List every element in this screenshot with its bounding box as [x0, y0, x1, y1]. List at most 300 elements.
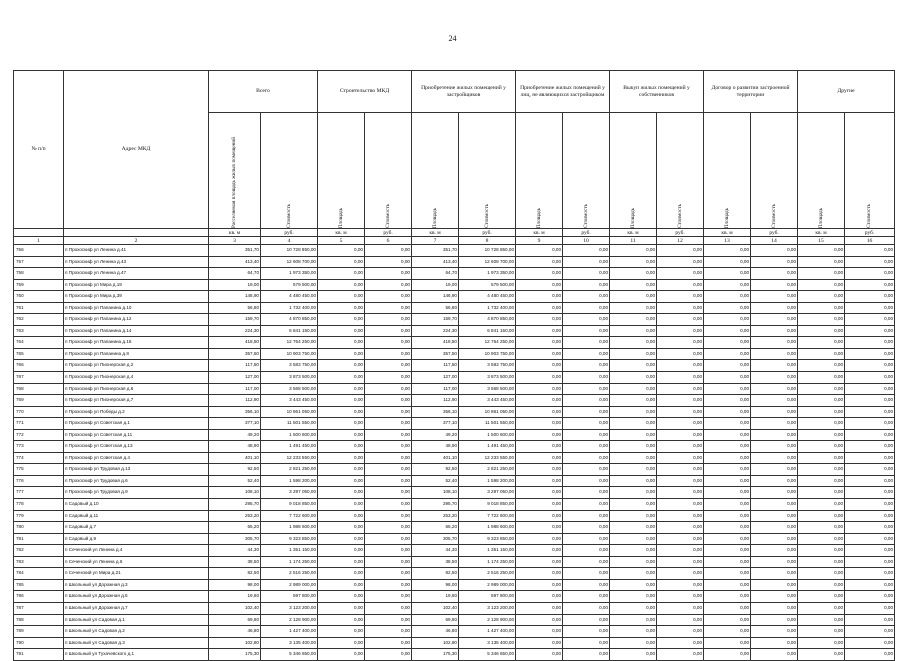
value-cell: 0,00 — [845, 302, 895, 314]
value-cell: 0,00 — [563, 522, 610, 534]
column-number: 14 — [751, 237, 798, 245]
header-group-territory-agreement: Договор о развитии застроенной территории — [704, 71, 798, 113]
value-cell: 401,10 — [412, 452, 459, 464]
value-cell: 0,00 — [704, 245, 751, 257]
value-cell: 0,00 — [798, 325, 845, 337]
unit-area: кв. м — [704, 229, 751, 237]
table-row — [14, 429, 895, 441]
address-cell: п Прохоскиф ул Папанина д.12 — [64, 314, 209, 326]
value-cell: 0,00 — [365, 429, 412, 441]
value-cell: 0,00 — [318, 337, 365, 349]
value-cell: 0,00 — [318, 325, 365, 337]
value-cell: 0,00 — [365, 441, 412, 453]
value-cell: 0,00 — [798, 533, 845, 545]
address-cell: п Сеченский ул Ленина д.6 — [64, 556, 209, 568]
value-cell: 0,00 — [657, 452, 704, 464]
row-number: 771 — [14, 418, 64, 430]
value-cell: 0,00 — [516, 245, 563, 257]
value-cell: 0,00 — [563, 418, 610, 430]
value-cell: 0,00 — [751, 499, 798, 511]
value-cell: 0,00 — [318, 510, 365, 522]
subheader-resettled-area: Расселяемая площадь жилых помещений — [209, 113, 261, 229]
value-cell: 0,00 — [704, 522, 751, 534]
value-cell: 0,00 — [365, 499, 412, 511]
row-number: 773 — [14, 441, 64, 453]
value-cell: 357,50 — [209, 348, 261, 360]
column-number: 15 — [798, 237, 845, 245]
value-cell: 1 988 600,00 — [459, 522, 516, 534]
value-cell: 0,00 — [704, 268, 751, 280]
address-cell: п Прохоскиф ул Папанина д.16 — [64, 337, 209, 349]
address-cell: п Школьный ул Садовая д.2 — [64, 626, 209, 638]
value-cell: 0,00 — [610, 314, 657, 326]
value-cell: 0,00 — [318, 383, 365, 395]
table-row — [14, 302, 895, 314]
value-cell: 10 861 050,00 — [459, 406, 516, 418]
value-cell: 253,20 — [209, 510, 261, 522]
table-row — [14, 568, 895, 580]
value-cell: 0,00 — [610, 348, 657, 360]
row-number: 756 — [14, 245, 64, 257]
value-cell: 0,00 — [365, 337, 412, 349]
value-cell: 64,70 — [209, 268, 261, 280]
row-number: 758 — [14, 268, 64, 280]
value-cell: 305,70 — [209, 533, 261, 545]
value-cell: 0,00 — [318, 360, 365, 372]
value-cell: 377,10 — [209, 418, 261, 430]
value-cell: 0,00 — [845, 245, 895, 257]
value-cell: 0,00 — [516, 637, 563, 649]
value-cell: 356,10 — [209, 406, 261, 418]
row-number: 764 — [14, 337, 64, 349]
value-cell: 12 608 700,00 — [459, 256, 516, 268]
value-cell: 0,00 — [516, 487, 563, 499]
value-cell: 0,00 — [365, 395, 412, 407]
value-cell: 0,00 — [516, 441, 563, 453]
value-cell: 0,00 — [751, 441, 798, 453]
value-cell: 0,00 — [751, 372, 798, 384]
address-cell: п Школьный ул Дорожная д.3 — [64, 579, 209, 591]
value-cell: 0,00 — [704, 464, 751, 476]
value-cell: 224,30 — [412, 325, 459, 337]
value-cell: 0,00 — [365, 372, 412, 384]
value-cell: 0,00 — [751, 475, 798, 487]
row-number: 775 — [14, 464, 64, 476]
value-cell: 44,30 — [412, 545, 459, 557]
subheader-cost: Стоимость — [365, 113, 412, 229]
address-cell: п Садовый д.7 — [64, 522, 209, 534]
table-row — [14, 545, 895, 557]
value-cell: 146,90 — [412, 291, 459, 303]
value-cell: 0,00 — [704, 591, 751, 603]
value-cell: 12 764 250,00 — [459, 337, 516, 349]
value-cell: 0,00 — [751, 545, 798, 557]
value-cell: 0,00 — [657, 637, 704, 649]
value-cell: 0,00 — [610, 245, 657, 257]
table-row — [14, 591, 895, 603]
value-cell: 0,00 — [318, 626, 365, 638]
value-cell: 0,00 — [657, 429, 704, 441]
value-cell: 0,00 — [704, 348, 751, 360]
value-cell: 0,00 — [516, 499, 563, 511]
address-cell: п Прохоскиф ул Папанина д.8 — [64, 348, 209, 360]
address-cell: п Садовый д.10 — [64, 499, 209, 511]
value-cell: 0,00 — [610, 464, 657, 476]
value-cell: 0,00 — [798, 302, 845, 314]
value-cell: 0,00 — [751, 626, 798, 638]
value-cell: 0,00 — [704, 429, 751, 441]
unit-cost: руб. — [845, 229, 895, 237]
value-cell: 0,00 — [704, 256, 751, 268]
value-cell: 0,00 — [704, 533, 751, 545]
value-cell: 0,00 — [657, 487, 704, 499]
value-cell: 0,00 — [563, 510, 610, 522]
value-cell: 0,00 — [563, 441, 610, 453]
value-cell: 0,00 — [365, 452, 412, 464]
value-cell: 0,00 — [657, 602, 704, 614]
value-cell: 0,00 — [610, 487, 657, 499]
value-cell: 0,00 — [516, 556, 563, 568]
value-cell: 0,00 — [657, 348, 704, 360]
value-cell: 0,00 — [845, 360, 895, 372]
value-cell: 0,00 — [516, 464, 563, 476]
value-cell: 6 841 150,00 — [261, 325, 318, 337]
value-cell: 0,00 — [318, 441, 365, 453]
value-cell: 0,00 — [798, 406, 845, 418]
value-cell: 3 873 500,00 — [261, 372, 318, 384]
value-cell: 0,00 — [365, 475, 412, 487]
value-cell: 0,00 — [365, 602, 412, 614]
value-cell: 0,00 — [657, 533, 704, 545]
table-row — [14, 406, 895, 418]
value-cell: 0,00 — [704, 418, 751, 430]
value-cell: 0,00 — [318, 256, 365, 268]
value-cell: 0,00 — [318, 522, 365, 534]
value-cell: 579 500,00 — [261, 279, 318, 291]
value-cell: 0,00 — [798, 579, 845, 591]
value-cell: 0,00 — [657, 372, 704, 384]
value-cell: 1 500 600,00 — [459, 429, 516, 441]
value-cell: 0,00 — [563, 626, 610, 638]
address-cell: п Школьный ул Дорожная д.5 — [64, 591, 209, 603]
row-number: 759 — [14, 279, 64, 291]
value-cell: 1 973 350,00 — [459, 268, 516, 280]
value-cell: 0,00 — [365, 556, 412, 568]
value-cell: 0,00 — [845, 522, 895, 534]
value-cell: 0,00 — [516, 372, 563, 384]
value-cell: 112,90 — [412, 395, 459, 407]
value-cell: 0,00 — [657, 268, 704, 280]
address-cell: п Прохоскиф ул Папанина д.14 — [64, 325, 209, 337]
value-cell: 0,00 — [516, 533, 563, 545]
row-number: 779 — [14, 510, 64, 522]
value-cell: 2 989 000,00 — [261, 579, 318, 591]
value-cell: 401,10 — [209, 452, 261, 464]
value-cell: 0,00 — [318, 268, 365, 280]
value-cell: 46,80 — [209, 626, 261, 638]
value-cell: 0,00 — [798, 452, 845, 464]
value-cell: 2 516 250,00 — [459, 568, 516, 580]
value-cell: 117,00 — [412, 383, 459, 395]
table-row — [14, 649, 895, 661]
value-cell: 102,40 — [209, 602, 261, 614]
value-cell: 0,00 — [657, 245, 704, 257]
column-number: 13 — [704, 237, 751, 245]
value-cell: 224,30 — [209, 325, 261, 337]
value-cell: 0,00 — [563, 545, 610, 557]
address-cell: п Школьный ул Садовая д.3 — [64, 637, 209, 649]
value-cell: 19,60 — [209, 591, 261, 603]
value-cell: 0,00 — [563, 579, 610, 591]
header-group-total: Всего — [209, 71, 318, 113]
value-cell: 1 598 200,00 — [459, 475, 516, 487]
value-cell: 0,00 — [318, 302, 365, 314]
table-row — [14, 475, 895, 487]
value-cell: 0,00 — [704, 475, 751, 487]
value-cell: 0,00 — [704, 602, 751, 614]
value-cell: 0,00 — [751, 510, 798, 522]
value-cell: 0,00 — [751, 556, 798, 568]
value-cell: 0,00 — [704, 545, 751, 557]
address-cell: п Школьный ул Дорожная д.7 — [64, 602, 209, 614]
value-cell: 597 800,00 — [261, 591, 318, 603]
value-cell: 0,00 — [845, 637, 895, 649]
header-group-other: Другие — [798, 71, 895, 113]
address-cell: п Прохоскиф ул Пионерская д.4 — [64, 372, 209, 384]
unit-cost: руб. — [563, 229, 610, 237]
value-cell: 0,00 — [563, 314, 610, 326]
value-cell: 0,00 — [610, 360, 657, 372]
value-cell: 0,00 — [798, 522, 845, 534]
column-number: 4 — [261, 237, 318, 245]
value-cell: 0,00 — [657, 522, 704, 534]
table-row — [14, 348, 895, 360]
row-number: 790 — [14, 637, 64, 649]
value-cell: 0,00 — [610, 568, 657, 580]
table-row — [14, 418, 895, 430]
value-cell: 4 480 450,00 — [261, 291, 318, 303]
table-row — [14, 279, 895, 291]
value-cell: 0,00 — [365, 614, 412, 626]
value-cell: 0,00 — [365, 510, 412, 522]
value-cell: 0,00 — [563, 360, 610, 372]
value-cell: 5 346 650,00 — [459, 649, 516, 661]
value-cell: 0,00 — [563, 649, 610, 661]
header-group-purchase-developers: Приобретение жилых помещений у застройщиков — [412, 71, 516, 113]
value-cell: 2 128 900,00 — [261, 614, 318, 626]
value-cell: 19,60 — [412, 591, 459, 603]
row-number: 786 — [14, 591, 64, 603]
value-cell: 0,00 — [610, 452, 657, 464]
value-cell: 0,00 — [845, 372, 895, 384]
value-cell: 0,00 — [516, 452, 563, 464]
value-cell: 0,00 — [845, 383, 895, 395]
unit-cell — [14, 229, 64, 237]
value-cell: 0,00 — [657, 464, 704, 476]
value-cell: 0,00 — [318, 291, 365, 303]
value-cell: 0,00 — [845, 499, 895, 511]
row-number: 767 — [14, 372, 64, 384]
value-cell: 64,70 — [412, 268, 459, 280]
address-cell: п Прохоскиф ул Трудовая д.6 — [64, 475, 209, 487]
column-number: 1 — [14, 237, 64, 245]
value-cell: 0,00 — [845, 591, 895, 603]
value-cell: 9 323 850,00 — [261, 533, 318, 545]
value-cell: 0,00 — [563, 256, 610, 268]
value-cell: 0,00 — [365, 626, 412, 638]
value-cell: 1 973 350,00 — [261, 268, 318, 280]
value-cell: 3 297 050,00 — [459, 487, 516, 499]
column-number: 8 — [459, 237, 516, 245]
value-cell: 11 501 550,00 — [261, 418, 318, 430]
header-group-purchase-non-developers: Приобретение жилых помещений у лиц, не являющихся застройщиком — [516, 71, 610, 113]
value-cell: 0,00 — [610, 510, 657, 522]
value-cell: 0,00 — [798, 545, 845, 557]
value-cell: 0,00 — [704, 649, 751, 661]
value-cell: 0,00 — [704, 626, 751, 638]
value-cell: 19,00 — [209, 279, 261, 291]
value-cell: 0,00 — [798, 291, 845, 303]
value-cell: 9 323 850,00 — [459, 533, 516, 545]
value-cell: 0,00 — [516, 591, 563, 603]
value-cell: 0,00 — [704, 314, 751, 326]
value-cell: 0,00 — [798, 360, 845, 372]
value-cell: 0,00 — [365, 256, 412, 268]
value-cell: 44,30 — [209, 545, 261, 557]
address-cell: п Школьный ул Садовая д.1 — [64, 614, 209, 626]
value-cell: 0,00 — [704, 614, 751, 626]
value-cell: 0,00 — [563, 556, 610, 568]
value-cell: 0,00 — [657, 499, 704, 511]
value-cell: 579 500,00 — [459, 279, 516, 291]
value-cell: 0,00 — [657, 591, 704, 603]
value-cell: 0,00 — [610, 637, 657, 649]
value-cell: 0,00 — [798, 372, 845, 384]
header-address: Адрес МКД — [64, 71, 209, 229]
value-cell: 305,70 — [412, 533, 459, 545]
row-number: 765 — [14, 348, 64, 360]
value-cell: 0,00 — [704, 395, 751, 407]
value-cell: 0,00 — [798, 626, 845, 638]
header-group-construction: Строительство МКД — [318, 71, 412, 113]
address-cell: п Сеченский ул Мира д.21 — [64, 568, 209, 580]
address-cell: п Садовый д.11 — [64, 510, 209, 522]
value-cell: 0,00 — [845, 268, 895, 280]
value-cell: 10 861 050,00 — [261, 406, 318, 418]
subheader-cost: Стоимость — [563, 113, 610, 229]
value-cell: 49,20 — [209, 429, 261, 441]
value-cell: 0,00 — [365, 464, 412, 476]
value-cell: 0,00 — [516, 568, 563, 580]
row-number: 787 — [14, 602, 64, 614]
value-cell: 0,00 — [657, 383, 704, 395]
column-number: 9 — [516, 237, 563, 245]
value-cell: 127,00 — [209, 372, 261, 384]
unit-cell — [64, 229, 209, 237]
column-number: 6 — [365, 237, 412, 245]
value-cell: 351,70 — [412, 245, 459, 257]
address-cell: п Прохоскиф ул Ленина д.41 — [64, 245, 209, 257]
value-cell: 0,00 — [751, 568, 798, 580]
value-cell: 0,00 — [657, 510, 704, 522]
value-cell: 1 491 450,00 — [459, 441, 516, 453]
row-number: 789 — [14, 626, 64, 638]
value-cell: 0,00 — [704, 499, 751, 511]
value-cell: 4 870 850,00 — [459, 314, 516, 326]
value-cell: 0,00 — [657, 291, 704, 303]
value-cell: 0,00 — [318, 245, 365, 257]
table-row — [14, 337, 895, 349]
value-cell: 0,00 — [516, 626, 563, 638]
address-cell: п Прохоскиф ул Пионерская д.7 — [64, 395, 209, 407]
table-row — [14, 533, 895, 545]
value-cell: 0,00 — [845, 406, 895, 418]
value-cell: 1 732 400,00 — [261, 302, 318, 314]
value-cell: 0,00 — [318, 568, 365, 580]
value-cell: 3 583 750,00 — [261, 360, 318, 372]
value-cell: 0,00 — [516, 383, 563, 395]
column-number: 2 — [64, 237, 209, 245]
value-cell: 0,00 — [751, 302, 798, 314]
header-no: № п/п — [14, 71, 64, 229]
value-cell: 92,50 — [412, 464, 459, 476]
value-cell: 0,00 — [365, 302, 412, 314]
value-cell: 0,00 — [365, 245, 412, 257]
value-cell: 0,00 — [610, 418, 657, 430]
value-cell: 0,00 — [657, 256, 704, 268]
value-cell: 0,00 — [365, 568, 412, 580]
subheader-area: Площадь — [412, 113, 459, 229]
value-cell: 0,00 — [516, 522, 563, 534]
subheader-area: Площадь — [610, 113, 657, 229]
address-cell: п Прохоскиф ул Советская д.1 — [64, 418, 209, 430]
value-cell: 0,00 — [657, 314, 704, 326]
value-cell: 0,00 — [610, 499, 657, 511]
value-cell: 0,00 — [563, 245, 610, 257]
value-cell: 1 427 400,00 — [459, 626, 516, 638]
value-cell: 117,50 — [209, 360, 261, 372]
unit-area: кв. м — [318, 229, 365, 237]
value-cell: 0,00 — [318, 452, 365, 464]
value-cell: 0,00 — [610, 649, 657, 661]
value-cell: 0,00 — [318, 429, 365, 441]
value-cell: 0,00 — [516, 256, 563, 268]
value-cell: 597 800,00 — [459, 591, 516, 603]
value-cell: 0,00 — [845, 452, 895, 464]
value-cell: 0,00 — [516, 337, 563, 349]
value-cell: 0,00 — [798, 348, 845, 360]
value-cell: 0,00 — [657, 649, 704, 661]
value-cell: 0,00 — [751, 314, 798, 326]
table-row — [14, 245, 895, 257]
value-cell: 0,00 — [845, 256, 895, 268]
value-cell: 0,00 — [704, 510, 751, 522]
value-cell: 0,00 — [751, 268, 798, 280]
table-row — [14, 268, 895, 280]
table-row — [14, 452, 895, 464]
value-cell: 0,00 — [798, 429, 845, 441]
value-cell: 0,00 — [318, 602, 365, 614]
value-cell: 2 989 000,00 — [459, 579, 516, 591]
value-cell: 0,00 — [845, 337, 895, 349]
value-cell: 0,00 — [845, 429, 895, 441]
value-cell: 0,00 — [657, 545, 704, 557]
table-row — [14, 602, 895, 614]
unit-area: кв. м — [610, 229, 657, 237]
value-cell: 0,00 — [798, 464, 845, 476]
value-cell: 0,00 — [845, 441, 895, 453]
value-cell: 0,00 — [610, 626, 657, 638]
